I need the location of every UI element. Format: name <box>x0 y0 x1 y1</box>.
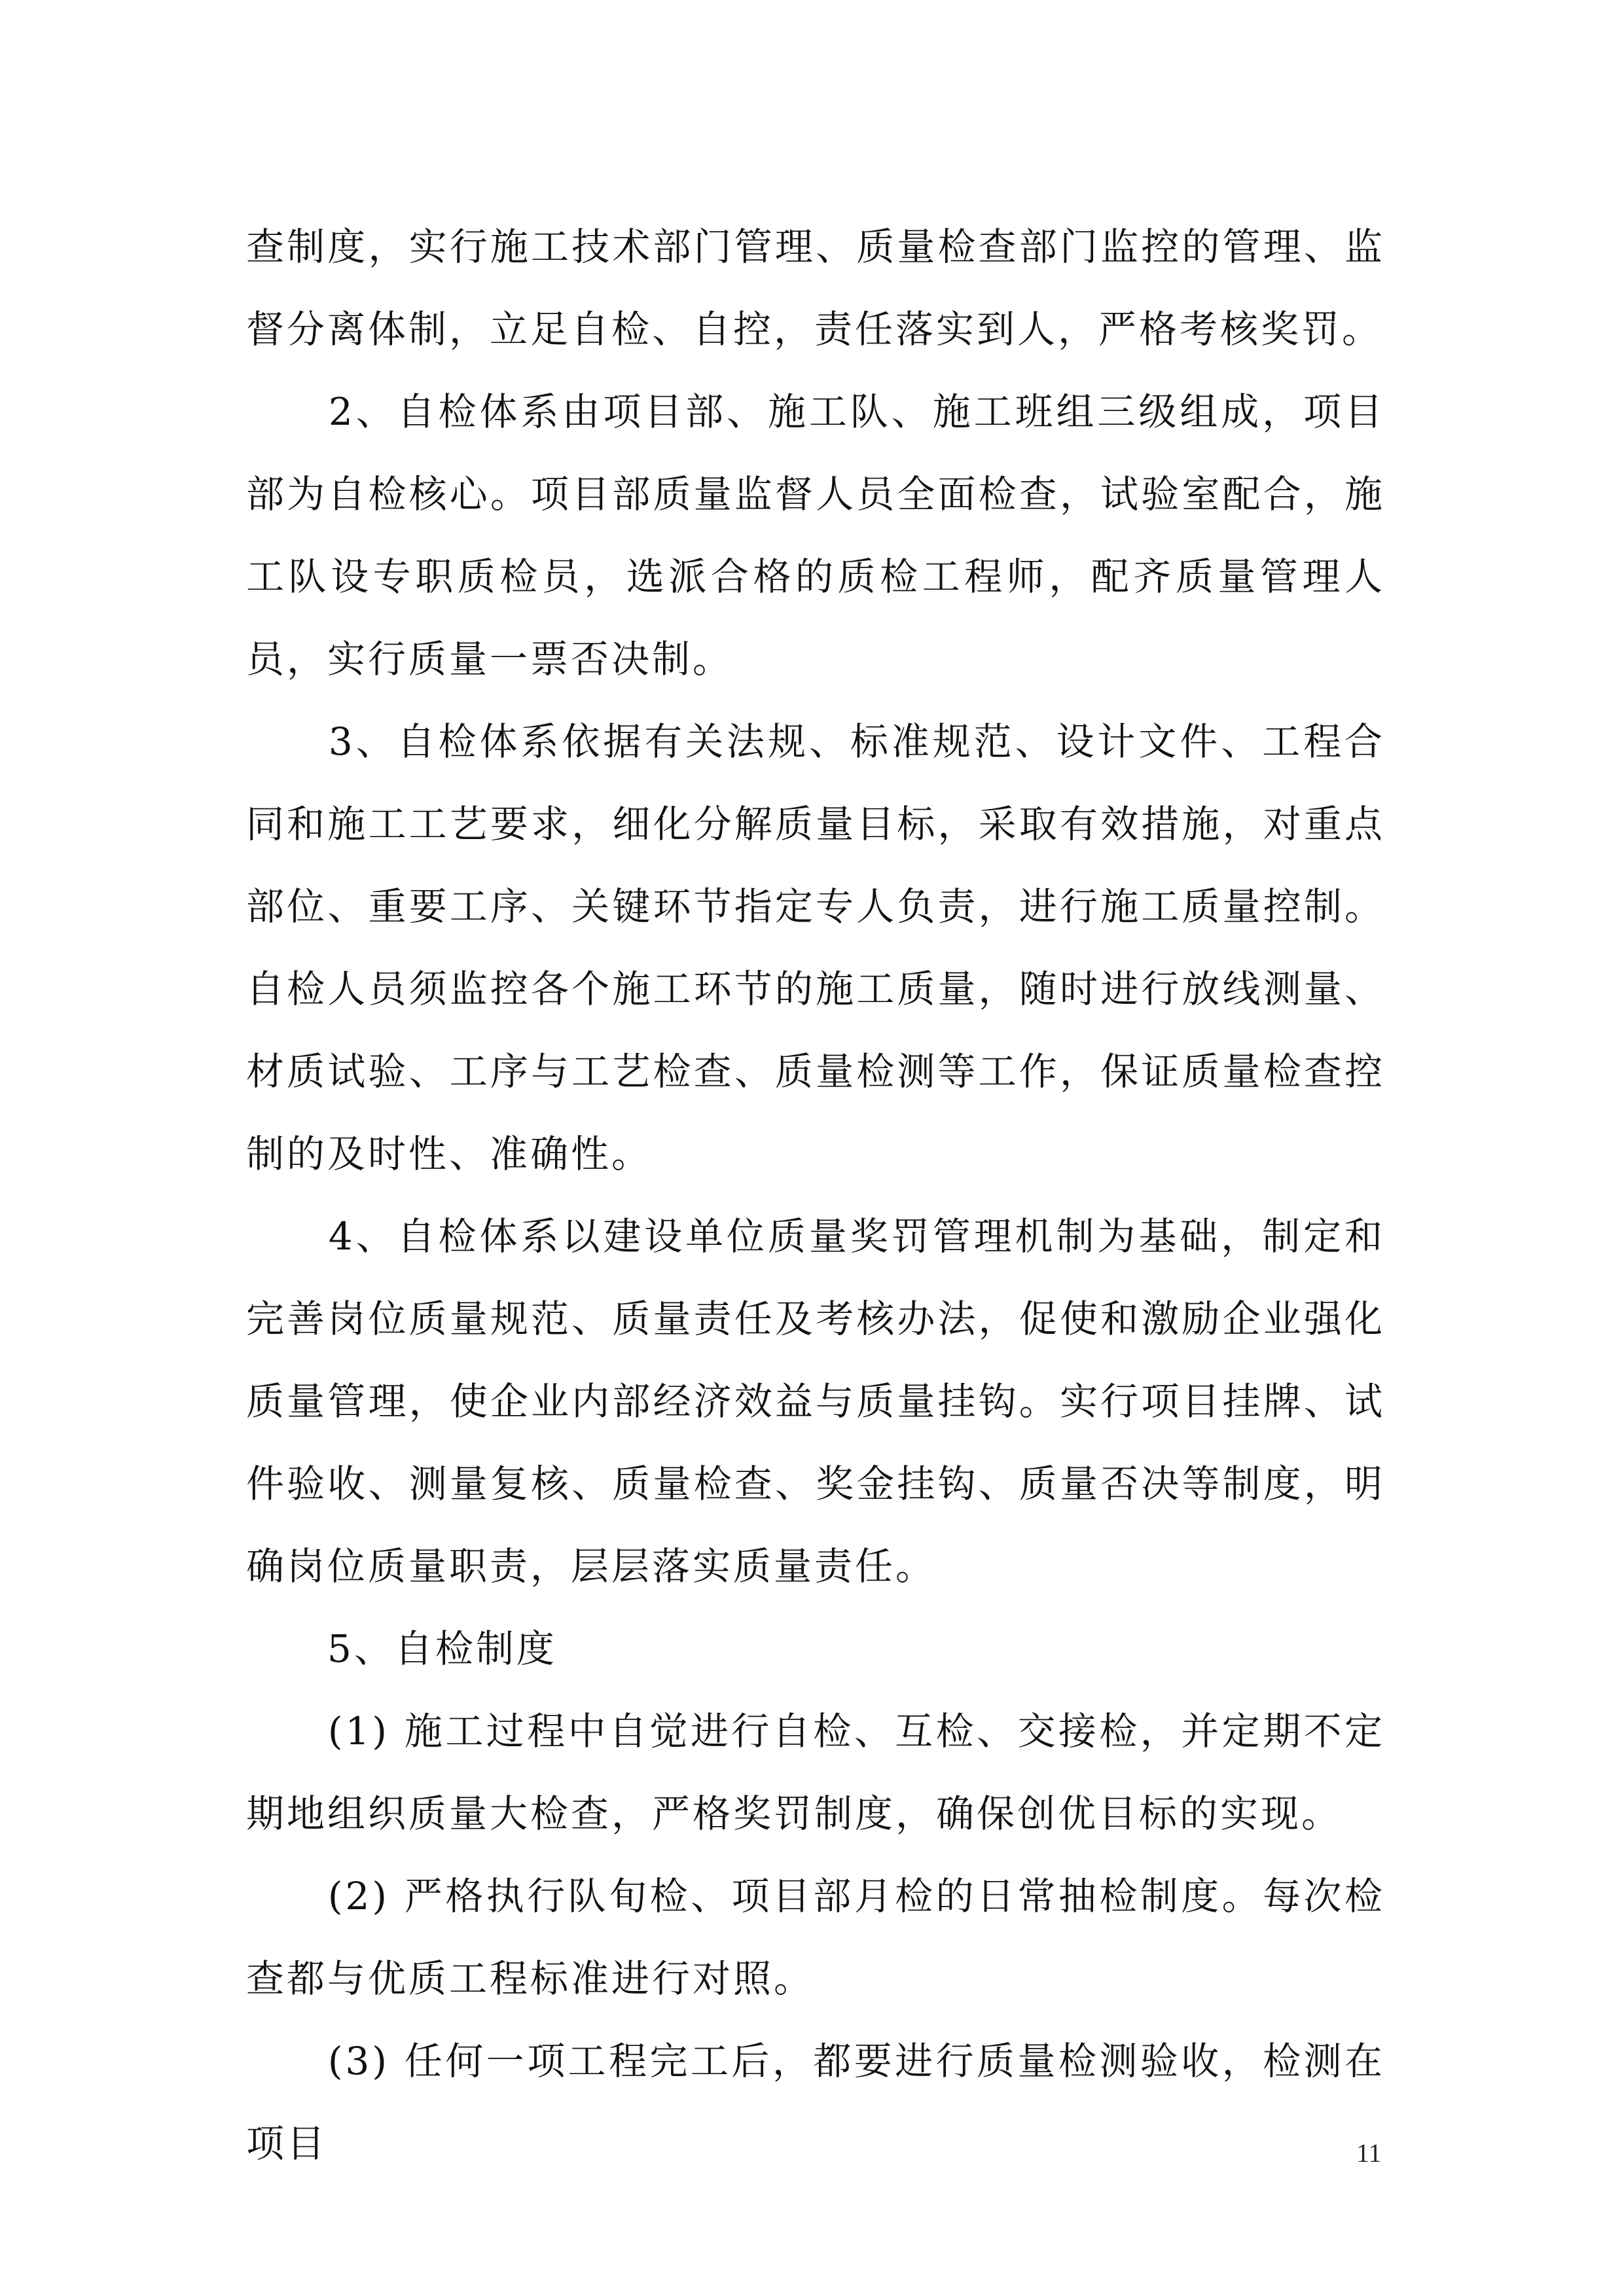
paragraph-7: (2) 严格执行队旬检、项目部月检的日常抽检制度。每次检查都与优质工程标准进行对照。 <box>246 1874 1385 2001</box>
document-body <box>246 206 1385 2185</box>
paragraph-5-heading: 5、自检制度 <box>246 1626 557 1671</box>
page-number: 11 <box>1356 2138 1382 2168</box>
paragraph-1: 查制度，实行施工技术部门管理、质量检查部门监控的管理、监督分离体制，立足自检、自控，责任落实到人，严格考核奖罚。 <box>246 224 1385 351</box>
paragraph-3: 3、自检体系依据有关法规、标准规范、设计文件、工程合同和施工工艺要求，细化分解质量目标，采取有效措施，对重点部位、重要工序、关键环节指定专人负责，进行施工质量控制。自检人员须监控各个施工环节的施工质量，随时进行放线测量、材质试验、工序与工艺检查、质量检测等工作，保证质量检查控制的及时性、准确性。 <box>246 719 1385 1176</box>
paragraph-6: (1) 施工过程中自觉进行自检、互检、交接检，并定期不定期地组织质量大检查，严格奖罚制度，确保创优目标的实现。 <box>246 1709 1385 1836</box>
paragraph-4: 4、自检体系以建设单位质量奖罚管理机制为基础，制定和完善岗位质量规范、质量责任及考核办法，促使和激励企业强化质量管理，使企业内部经济效益与质量挂钩。实行项目挂牌、试件验收、测量复核、质量检查、奖金挂钩、质量否决等制度，明确岗位质量职责，层层落实质量责任。 <box>246 1214 1385 1588</box>
paragraph-2: 2、自检体系由项目部、施工队、施工班组三级组成，项目部为自检核心。项目部质量监督人员全面检查，试验室配合，施工队设专职质检员，选派合格的质检工程师，配齐质量管理人员，实行质量一票否决制。 <box>246 389 1385 681</box>
paragraph-8: (3) 任何一项工程完工后，都要进行质量检测验收，检测在项目 <box>246 2039 1385 2166</box>
